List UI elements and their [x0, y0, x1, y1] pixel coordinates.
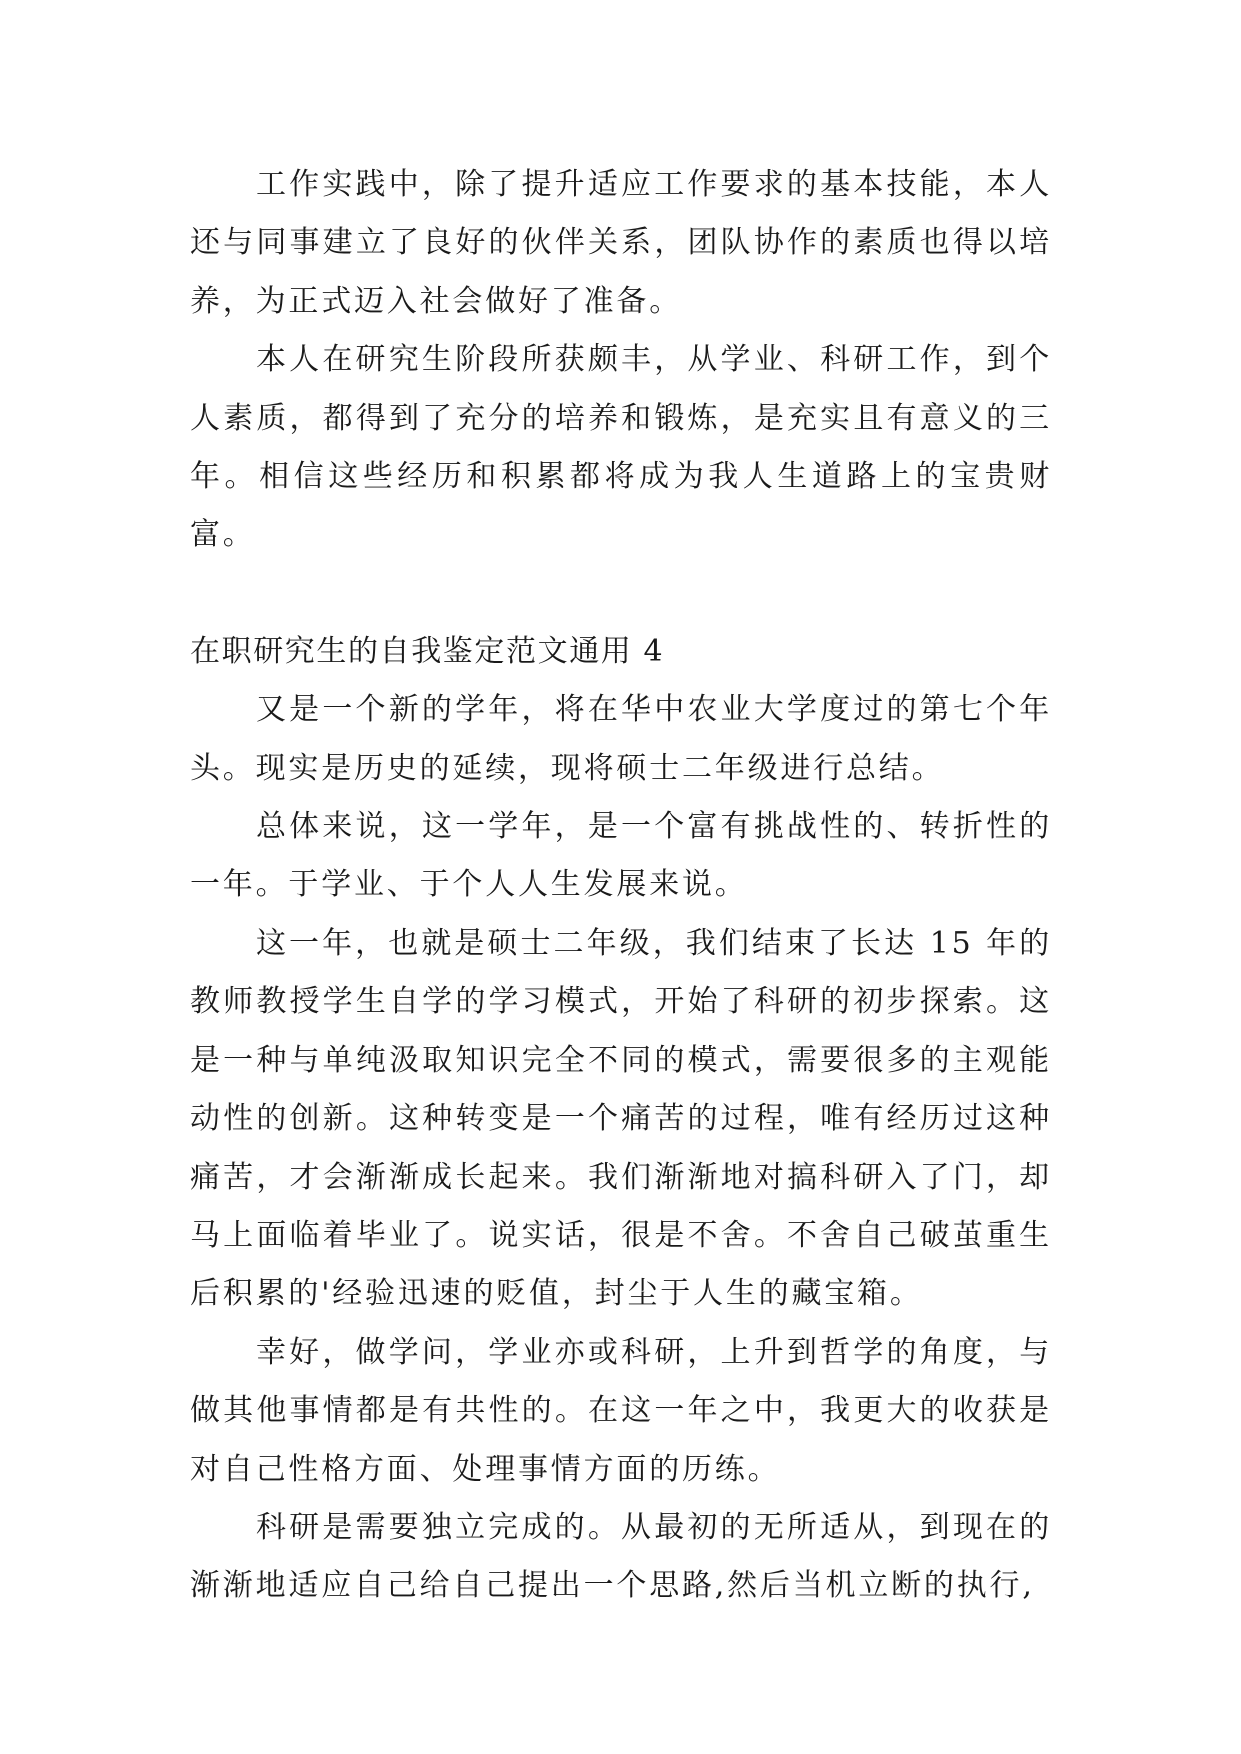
paragraph: 总体来说，这一学年，是一个富有挑战性的、转折性的一年。于学业、于个人人生发展来说。 [190, 809, 1052, 903]
paragraph: 幸好，做学问，学业亦或科研，上升到哲学的角度，与做其他事情都是有共性的。在这一年之中，我更大的收获是对自己性格方面、处理事情方面的历练。 [190, 1334, 1052, 1487]
paragraph: 本人在研究生阶段所获颇丰，从学业、科研工作，到个人素质，都得到了充分的培养和锻炼，是充实且有意义的三年。相信这些经历和积累都将成为我人生道路上的宝贵财富。 [190, 342, 1052, 553]
document-body [190, 156, 1052, 1616]
paragraph: 工作实践中，除了提升适应工作要求的基本技能，本人还与同事建立了良好的伙伴关系，团队协作的素质也得以培养，为正式迈入社会做好了准备。 [190, 167, 1052, 319]
paragraph: 这一年，也就是硕士二年级，我们结束了长达 15 年的教师教授学生自学的学习模式，开始了科研的初步探索。这是一种与单纯汲取知识完全不同的模式，需要很多的主观能动性的创新。这种转变是一个痛苦的过程，唯有经历过这种痛苦，才会渐渐成长起来。我们渐渐地对搞科研入了门，却马上面临着毕业了。说实话，很是不舍。不舍自己破茧重生后积累的'经验迅速的贬值，封尘于人生的藏宝箱。 [190, 925, 1052, 1312]
section-title: 在职研究生的自我鉴定范文通用 4 [190, 633, 665, 669]
paragraph: 科研是需要独立完成的。从最初的无所适从，到现在的渐渐地适应自己给自己提出一个思路,然后当机立断的执行, [190, 1509, 1052, 1604]
paragraph: 又是一个新的学年，将在华中农业大学度过的第七个年头。现实是历史的延续，现将硕士二年级进行总结。 [190, 692, 1052, 786]
